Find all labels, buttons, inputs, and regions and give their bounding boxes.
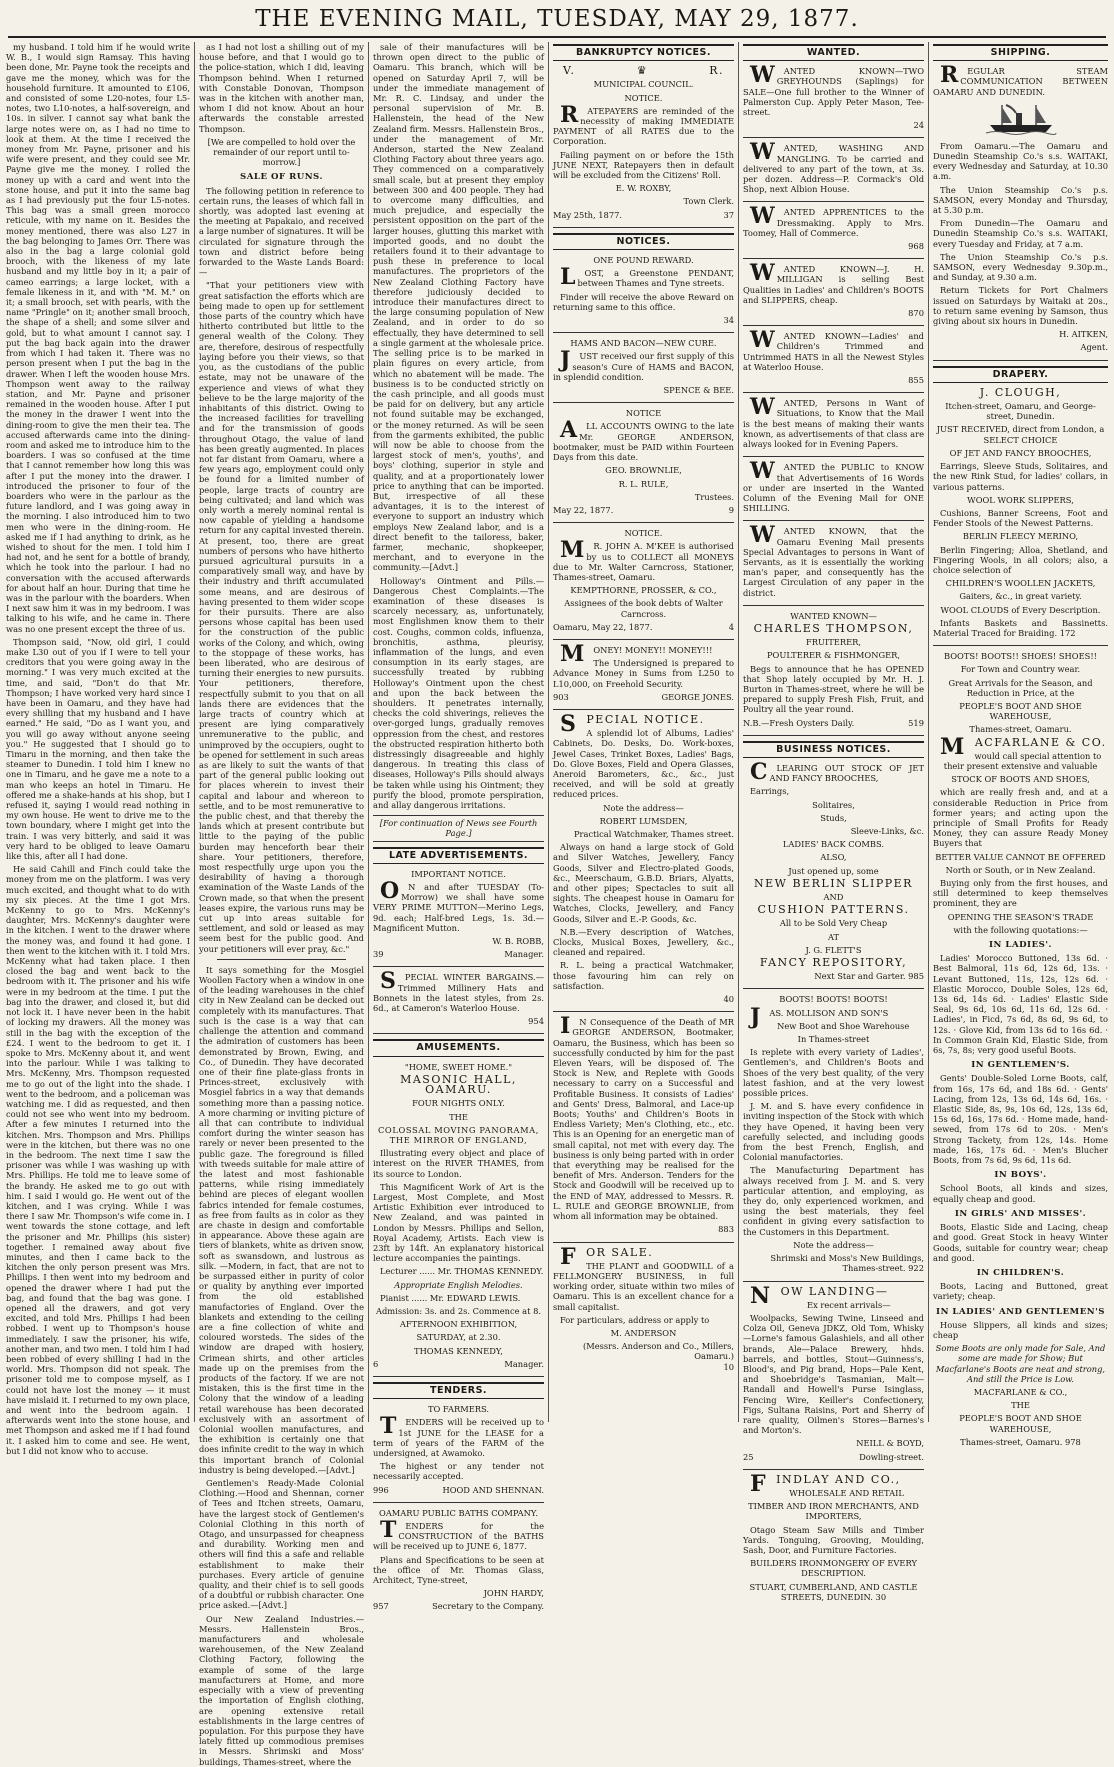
advert-item: Studs, <box>820 812 847 823</box>
editor-note: [We are compelled to hold over the remainder of our report until to-morrow.] <box>207 136 356 168</box>
advert-signature: THOMAS KENNEDY, <box>414 1345 503 1356</box>
advert-signature: JOHN HARDY, <box>483 1588 544 1599</box>
advert-role: Practical Watchmaker, Thames street. <box>573 828 734 839</box>
news-paragraph: The following petition in reference to certain runs, the leases of which fall in shortly, was adopted last evening at the meeting at Papakaio, and received a large number of signatures. It will be circulated for signature through the town and district before being forwarded to the Waste Lands Board:— <box>199 185 364 278</box>
report-paragraph: as I had not lost a shilling out of my house before, and that I would go to the police-station, which I did, leaving Thompson behind. When I returned with Constable Donovan, Thompson was in the kitchen with another man, whom I did not know. About an hour afterwards the constable arrested Thompson. <box>199 42 364 134</box>
advert-number: 957 <box>373 1601 389 1612</box>
price-list: House Slippers, all kinds and sizes; cheap <box>933 1319 1108 1340</box>
lumsden-advert <box>553 710 734 1012</box>
accounts-notice <box>553 408 734 523</box>
trader-name: MACFARLANE & CO. <box>940 733 1107 760</box>
matinee: AFTERNOON EXHIBITION, <box>399 1319 518 1330</box>
advert-text: WHOLESALE AND RETAIL <box>789 1487 904 1498</box>
price-section-heading: IN LADIES' AND GENTLEMEN'S <box>936 1306 1105 1317</box>
advert-signature: M. ANDERSON <box>610 1327 677 1338</box>
advert-date: May 22, 1877. <box>553 504 614 515</box>
shop-address: Next Star and Garter. <box>814 971 906 982</box>
advert-title: CUSHION PATTERNS. <box>757 903 910 917</box>
sailing-schedule: Return Tickets for Port Chalmers issued on Saturdays by Waitaki at 20s., to return same evening by Samson, thus giving about six hours in Dunedin. <box>933 285 1108 327</box>
advert-title: BUILDERS IRONMONGERY OF EVERY DESCRIPTION. <box>750 1558 917 1579</box>
advert-number: 855 <box>908 375 924 386</box>
advert-verse: Some Boots are only made for Sale, And some are made for Show; But Macfarlane's Boots are neat and strong, And still the Price is Low. <box>935 1343 1106 1384</box>
advert-body: SPECIAL WINTER BARGAINS.— Trimmed Millinery Hats and Bonnets in the latest styles, from 2s. 6d., at Cameron's Waterloo House. <box>373 968 544 1014</box>
advert-text: Ex recent arrivals— <box>807 1299 891 1310</box>
advert-title: MUNICIPAL COUNCIL. <box>593 79 694 90</box>
advert-body: TENDERS will be received up to 1st JUNE for the LEASE for a term of years of the FARM of the undersigned, at Awamoko. <box>373 1413 544 1458</box>
advert-text: Gaiters, &c., in great variety. <box>959 591 1082 602</box>
advert-title: CLEARING OUT STOCK OF JET AND FANCY BROOCHES, <box>750 758 924 785</box>
advert-body: J. M. and S. have every confidence in inviting inspection of the Stock with which they have Opened, it having been very carefully selected, and including goods from the best French, English, and Colonial manufactories. <box>743 1101 924 1163</box>
drapery-heading: DRAPERY. <box>933 366 1108 383</box>
advert-role: Town Clerk. <box>683 196 734 207</box>
winter-bargains-advert <box>373 968 544 1034</box>
run-length: FOUR NIGHTS ONLY. <box>412 1098 505 1109</box>
advert-title: HAMS AND BACON—NEW CURE. <box>570 338 717 349</box>
shop-name: PEOPLE'S BOOT AND SHOE WAREHOUSE, <box>959 1413 1082 1434</box>
price-section-heading: IN GIRLS' AND MISSES'. <box>954 1208 1087 1219</box>
shop-name: New Boot and Shoe Warehouse <box>777 1020 910 1031</box>
advert-number: 172 <box>1059 627 1076 638</box>
advert-signature: ROBERT LUMSDEN, <box>599 815 688 826</box>
advert-number: 954 <box>528 1016 544 1027</box>
advert-number: 985 <box>908 971 924 982</box>
advert-text: N.B.—Fresh Oysters Daily. <box>743 717 855 728</box>
advert-title: IMPORTANT NOTICE. <box>411 868 506 879</box>
advert-title: NOTICE. <box>624 528 663 539</box>
baths-tender <box>373 1508 544 1619</box>
advert-body: TENDERS for the CONSTRUCTION of the BATHS will be received up to JUNE 6, 1877. <box>373 1517 544 1552</box>
business-notices-heading: BUSINESS NOTICES. <box>743 741 924 758</box>
pianist: Pianist ...... Mr. EDWARD LEWIS. <box>380 1292 521 1303</box>
advert-body: LOST, a Greenstone PENDANT, between Thames and Tyne streets. <box>560 264 734 291</box>
clough-advert <box>933 385 1108 646</box>
wanted-advert <box>743 260 924 326</box>
news-paragraph: Gentlemen's Ready-Made Colonial Clothing.—Hood and Shennan, corner of Tees and Itchen streets, Oamaru, have the largest stock of Gentlemen's Colonial Clothing in this north of Otago, and unsurpassed for cheapness and durability. Working men and others will find this a safe and reliable establishment to make their purchases. Every article of genuine quality, and their chief is to sell goods of a doubtful or rubbish character. One price asked.—[Advt.] <box>199 1478 364 1611</box>
advert-body: R. L. being a practical Watchmaker, those favouring him can rely on satisfaction. <box>553 960 734 991</box>
advert-text: For Town and Country wear. <box>960 664 1081 675</box>
advert-text: THE <box>1011 1400 1030 1411</box>
shop-address: Dowling-street. <box>859 1451 924 1462</box>
trader-name: CHARLES THOMPSON, <box>753 621 914 635</box>
advert-number: 968 <box>908 241 924 252</box>
advert-text: ALSO, <box>820 852 847 863</box>
advert-number: 922 <box>908 1263 924 1274</box>
advert-body: The highest or any tender not necessarily accepted. <box>373 1461 544 1482</box>
advert-date: Oamaru, May 22, 1877. <box>553 621 653 632</box>
show-title: COLOSSAL MOVING PANORAMA, THE MIRROR OF ENGLAND, <box>377 1124 539 1145</box>
advert-body: MR. JOHN A. M'KEE is authorised by us to COLLECT all MONEYS due to Mr. Walter Carncross, Stationer, Thames-street, Oamaru. <box>553 537 734 582</box>
wanted-advert <box>743 458 924 521</box>
advert-number: 10 <box>723 1361 734 1372</box>
advert-body: Berlin Fingering; Alloa, Shetland, and Fingering Wools, in all colors; also, a choice selection of <box>933 544 1108 575</box>
advert-text: would call special attention to their present extensive and valuable <box>943 750 1102 771</box>
advert-title: REGULAR STEAM COMMUNICATION BETWEEN OAMARU AND DUNEDIN. <box>933 62 1108 97</box>
bankruptcy-heading: BANKRUPTCY NOTICES. <box>553 44 734 61</box>
advert-item: LADIES' BACK COMBS. <box>782 839 885 850</box>
news-paragraph: sale of their manufactures will be thrown open direct to the public of Oamaru. This branch, which will be opened on Saturday April 7, will be under the immediate management of Mr. R. C. Lindsay, and under the personal supervision of Mr. B. Hallenstein, the head of the New Zealand firm. Messrs. Hallenstein Bros., under the management of Mr. Anderson, started the New Zealand Clothing Factory about three years ago. They commenced on a comparatively small scale, but at present they employ between 300 and 400 people. They had to overcome many difficulties, and much prejudice, and especially the persistent opposition on the part of the larger houses, glutting this market with imported goods, and no doubt the retailers found it to their advantage to push these in preference to local manufactures. The proprietors of the New Zealand Clothing Factory have therefore judiciously decided to introduce their manufactures direct to the large consuming population of New Zealand, and in order to do so effectually, they have determined to sell a single garment at the wholesale price. The selling price is to be marked in plain figures on every article, from which no abatement will be made. The business is to be conducted strictly on the cash principle, and all goods must be paid for on delivery, but any article not found suitable may be exchanged, or the money returned. As will be seen from the garments exhibited, the public will now be able to choose from the largest stock of men's, youths', and boys' clothing, superior in style and quality, and at a proportionately lower price to anything that can be imported. But, irrespective of all these advantages, it is to the interest of everyone to support an industry which employs New Zealand labor, and is a direct benefit to the tailoress, baker, farmer, mechanic, shopkeeper, merchant, and to everyone in the community.—[Advt.] <box>373 42 544 573</box>
advert-signature: W. B. ROBB, <box>492 936 544 947</box>
advert-title: ONE POUND REWARD. <box>593 255 694 266</box>
advert-number: 37 <box>723 209 734 220</box>
advert-body: WANTED, Persons in Want of Situations, to Know that the Mail is the best means of making their wants known, as advertisements of that class are always looked for in Evening Papers. <box>743 394 924 450</box>
advert-number: 40 <box>723 994 734 1005</box>
advert-signature: E. W. ROXBY, <box>615 183 672 194</box>
advert-title: FOR SALE. <box>560 1243 654 1270</box>
advert-number: 9 <box>728 504 734 515</box>
advert-body: WANTED KNOWN, that the Oamaru Evening Mail presents Special Advantages to persons in Want of Servants, as it is essentially the working man's paper, and consequently has the Largest Circulation of any paper in the district. <box>743 522 924 598</box>
crown-emblem: ♛ <box>636 64 649 78</box>
sale-of-runs-heading: SALE OF RUNS. <box>240 172 323 183</box>
late-advertisements-heading: LATE ADVERTISEMENTS. <box>373 847 544 864</box>
macfarlane-advert <box>933 651 1108 1454</box>
advert-item: Sleeve-Links, &c. <box>850 825 924 836</box>
royal-cipher-v: V. <box>563 64 576 78</box>
flett-advert <box>743 758 924 989</box>
advert-title: CHILDREN'S WOOLLEN JACKETS, <box>945 578 1096 589</box>
advert-body: A splendid lot of Albums, Ladies' Cabinets, Do. Desks, Do. Work-boxes, Jewel Cases, Trinket Boxes, Ladies' Bags, Do. Glove Boxes, Field and Opera Glasses, Aneroid Barometers, &c., &c., just received, and will be sold at greatly reduced prices. <box>553 728 734 800</box>
steamship-advert <box>933 62 1108 360</box>
advert-body: For particulars, address or apply to <box>560 1314 710 1325</box>
advert-title: NEW BERLIN SLIPPER <box>754 876 913 890</box>
divider <box>217 959 346 960</box>
thompson-advert <box>743 611 924 736</box>
trade: FRUITERER, <box>805 637 862 648</box>
advert-title: OAMARU PUBLIC BATHS COMPANY. <box>379 1507 538 1518</box>
column-3-adverts <box>368 42 548 1612</box>
shop-address: Itchen-street, Oamaru, and George-street, Dunedin. <box>945 401 1096 422</box>
advert-text: North or South, or in New Zealand. <box>945 864 1096 875</box>
advert-number: 6 <box>373 1358 379 1369</box>
advert-signature: MACFARLANE & CO., <box>973 1386 1068 1397</box>
advert-body: IN Consequence of the Death of MR GEORGE ANDERSON, Bootmaker, Oamaru, the Business, which has been so successfully conducted by him for the past Eleven Years, will be disposed of. The Stock is New, and Replete with Goods necessary to carry on a Successful and Profitable Business. It consists of Ladies' and Gents' Dress, Balmoral, and Lace-up Boots; Youths' and Children's Boots in Endless Variety; Men's Clothing, etc., etc. This is an Opening for an energetic man of small capital, not met with every day. The business is only being parted with in order that everything may be realised for the benefit of Mrs. Anderson. Tenders for the Stock and Goodwill will be received up to the END of MAY, addressed to Messrs. R. L. RULE and GEORGE BROWNLIE, from whom all information may be obtained. <box>553 1013 734 1222</box>
advert-number: 25 <box>743 1451 754 1462</box>
advert-body: Is replete with every variety of Ladies', Gentlemen's, and Children's Boots and Shoes of the very best quality, of the very latest fashion, and at the very lowest possible prices. <box>743 1047 924 1099</box>
shop-name: PEOPLE'S BOOT AND SHOE WAREHOUSE, <box>959 700 1082 722</box>
wanted-advert <box>743 203 924 259</box>
advert-body: Earrings, Sleeve Studs, Solitaires, and the new Rink Stud, for ladies' collars, in various patterns. <box>933 461 1108 492</box>
advert-text: Great Arrivals for the Season, and Reduction in Price, at the <box>948 677 1093 698</box>
news-paragraph: It says something for the Mosgiel Woollen Factory when a window in one of the leading warehouses in the chief city in New Zealand can be decked out completely with its manufactures. That such is the case is a way that can challenge the attention and command the admiration of customers has been demonstrated by Brown, Ewing, and Co., of Dunedin. They have decorated one of their fine plate-glass fronts in Princes-street, exclusively with Mosgiel fabrics in a way that demands something more than a passing notice. A more charming or inviting picture of all that can contribute to individual comfort during the winter season has rarely or never been presented to the public gaze. The foreground is filled with tweeds suitable for male attire of the latest and most fashionable patterns, while rising immediately behind are pieces of elegant woollen fabrics intended for female costumes, as free from faults as in color as they are chaste in design and comfortable in appearance. Above these again are tiers of blankets, white as driven snow, soft as swansdown, and lustrous as silk. —Modern, in fact, that are not to be surpassed either in purity of color or quality by anything ever imported from the old established manufactories of England. Over the blankets and extending to the ceiling are a fine collection of white and coloured worsteds. The sides of the window are draped with hosiery, Crimean shirts, and other articles made up on the premises from the products of the factory. If we are not mistaken, this is the first time in the Colony that the window of a leading retail warehouse has been decorated exclusively with an assortment of Colonial woollen manufactures, and the exhibition is certainly one that does infinite credit to the way in which this important branch of Colonial industry is being developed.—[Advt.] <box>199 964 364 1475</box>
shop-address: Shrimski and Moss's New Buildings, Thames-street. <box>770 1253 924 1274</box>
advert-signature: H. AITKEN, <box>1059 329 1108 340</box>
reward-notice <box>553 255 734 333</box>
sailing-schedule: From Oamaru.—The Oamaru and Dunedin Steamship Co.'s s.s. WAITAKI, every Wednesday and Saturday, at 10.30 a.m. <box>933 140 1108 182</box>
shipping-heading: SHIPPING. <box>933 44 1108 61</box>
advert-body: N.B.—Every description of Watches, Clocks, Musical Boxes, Jewellery, &c., cleaned and repaired. <box>553 926 734 958</box>
advert-body: Infants Baskets and Bassinetts. Material Traced for Braiding. <box>933 617 1108 638</box>
report-paragraph: Thompson said, "Now, old girl, I could make L30 out of you if I were to tell your creditors that you were going away in the morning." I was very much excited at the time, and said, "Don't do that Mr. Thompson; I have worked very hard since I have been in Oamaru, and they have had every shilling that my husband and I have earned." He said, "Do as I want you, and you will go away without anyone seeing you." He suggested that I should go to Timaru in the morning, and then take the steamer to Dunedin. I told him I knew no one in Timaru, and he gave me a note to a man who keeps an hotel in Timaru. He offered me a shake-hands at his shop, but I refused it, saying I would read nothing in my own house. He went to drive me to the town boundary, where I might get into the train. I was very bitterly, and said it was very hard to be obliged to leave Oamaru like this, after all I had done. <box>6 636 190 862</box>
advert-signature: J. G. FLETT'S <box>805 944 862 955</box>
advert-number: 903 <box>553 691 569 702</box>
advert-body: Buying only from the first houses, and still determined to keep themselves prominent, they are <box>933 878 1108 909</box>
collection-notice <box>553 528 734 640</box>
wanted-advert <box>743 522 924 605</box>
advert-body: WANTED APPRENTICES to the Dressmaking. Apply to Mrs. Toomey, Hall of Commerce. <box>743 203 924 238</box>
continuation-note: [For continuation of News see Fourth Page.] <box>373 815 544 841</box>
advert-role: Assignees of the book debts of Walter Carncross. <box>564 598 723 619</box>
price-list: School Boots, all kinds and sizes, equally cheap and good. <box>933 1183 1108 1204</box>
report-paragraph: my husband. I told him if he would write W. B., I would sign Ramsay. This having been done, Mr. Payne took the receipts and gave me the money, which was for the household furniture. It amounted to £106, and consisted of some L20-notes, four L5-notes, two L10-notes, a half-sovereign, and 10s. in silver. I cannot say what bank the large notes were on, as I had no time to look at them. At the time I received the money from Mr. Payne, prisoner and his wife were present, and they could see Mr. Payne give me the money. I rolled the money up with a card and went into the stone house, and put it into the same bag as I had previously put the four L5-notes. This bag was a small green morocco reticule, with my name on it. Besides the money mentioned, there was also L27 in the bag belonging to James Orr. There was also in the bag a large colonial gold brooch, with the likeness of my late husband and my little boy in it; a pair of cameo earrings; a large locket, with a female likeness in it, and with "M. M." on it; a small brooch, set with pearls, with the name "Pringle" on it; another small brooch, the shape of a shell; and some silver and gold, but to what amount I cannot say. I put the bag back again into the drawer from which I had taken it. There was no person present when I put the bag in the drawer. When I left the wooden house Mrs. Thompson went away to the railway station, and Mr. Payne and prisoner remained in the wooden house. After I put the money in the drawer I went into the dining-room to give the men their tea. The accused afterwards came into the dining-room and asked me to introduce him to the boarders. I was so confused at the time that I cannot remember how long this was after I put the money into the drawer. I introduced the prisoner to four of the boarders who were in the parlour as the future landlord, and I was going away in the morning. I also introduced him to two men who were in the dining-room. He asked me if I had anything to drink, as he wished to shout for the men. I told him I had not, and he sent for a bottle of brandy, which he took into the parlour. I had no conversation with the accused afterwards for about half an hour. During that time he was in the parlour with the boarders. When I next saw him it was in my bedroom. I was talking to his wife, and he came in. There was no one present except the three of us. <box>6 42 190 634</box>
advert-body: Plans and Specifications to be seen at the office of Mr. Thomas Glass, Architect, Tyne-street, <box>373 1554 544 1586</box>
advert-text: Note the address— <box>793 1239 874 1250</box>
advert-number: 978 <box>1064 1436 1081 1447</box>
advert-title: BOOTS! BOOTS!! SHOES! SHOES!! <box>944 651 1097 662</box>
hams-advert <box>553 338 734 403</box>
sailing-schedule: From Dunedin—The Oamaru and Dunedin Steamship Co.'s s.s. WAITAKI, every Tuesday and Friday, at 7 a.m. <box>933 218 1108 249</box>
column-4-notices <box>548 42 738 1422</box>
advert-body: The Undersigned is prepared to Advance Money in Sums from L250 to L10,000, on Freehold Security. <box>553 658 734 689</box>
advert-number: 24 <box>913 120 924 131</box>
masthead: THE EVENING MAIL, TUESDAY, MAY 29, 1877. <box>8 4 1106 38</box>
anderson-business-advert <box>553 1013 734 1242</box>
advert-signature: NEILL & BOYD, <box>856 1438 924 1449</box>
advert-role: Manager. <box>504 949 544 960</box>
venue-name: MASONIC HALL, OAMARU. <box>400 1072 517 1097</box>
report-paragraph: He said Cahill and Finch could take the money from me on the platform. I was very much excited, and thought what to do with my six pieces. At the time I got Mrs. McKenny to go to Mrs. McKenny's daughter, Mrs. McKenny's daughter were in the kitchen. I went to the drawer where the money was, and found it had gone. I then went to the kitchen with it. I told Mrs. McKenny what had taken place. I then closed the bag and went back to the bedroom with it. The prisoner and his wife were in my bedroom at the time. I put the bag into the drawer, and closed it, but did not lock it. I have never been in the habit of locking my drawers. All the money was still in the bag with the exception of the £24. I went to the bedroom to get it. I spoke to Mrs. McKenny about it, and went into the parlour. While I was talking to Mrs. McKenny, Mrs. Thompson requested me to go out of the light into the shade. I went to the bedroom, and a policeman was watching me. I did as requested, and then could not see who went into my bedroom. After a few minutes I returned into the kitchen. Mrs. Thompson and Mrs. Phillips were in the kitchen, but there was no one in the bedroom. The next time I saw the prisoner was while I was washing up with Mrs. Phillips. He told me to leave some of the brandy. He asked me to go out with him. I said I would go. He went out of the kitchen, and I was crying. While I was there I saw Mr. Thompson's wife come in. I went towards the stone cottage, and left the prisoner and Mr. Phillips (his sister) together. I remained away about five minutes, and then I came back to the kitchen the only person present was Mrs. Phillips. I then went into my bedroom and opened the drawer where I had put the bag, and found that the bag was gone. I opened all the drawers, and got very excited, and told Mrs. Phillips I had been robbed. I went up to Thompson's house immediately. I saw the prisoner, his wife, another man, and two men. I told him I had been robbed of every shilling I had in the world. Mrs. Thompson did not speak. The prisoner told me to compose myself, as I could not have lost the money — it must have mislaid it. I returned to my own place, and went into the bedroom again. I afterwards went into the stone house, and met Thompson and asked me if I had found it. I asked him to come and see. He went, but I did not know who to accuse. <box>6 864 190 1456</box>
advert-role: Trustees. <box>694 491 734 502</box>
advert-body: which are really fresh and, and at a considerable Reduction in Price from former years; and acting upon the principle of Small Profits for Ready Money, they can assure Ready Money Buyers that <box>933 787 1108 849</box>
findlay-advert <box>743 1470 924 1609</box>
advert-body: ALL ACCOUNTS OWING to the late Mr. GEORGE ANDERSON, bootmaker, must be PAID within Fourteen Days from this date. <box>553 417 734 463</box>
advert-title: TO FARMERS. <box>427 1404 490 1415</box>
tenders-heading: TENDERS. <box>373 1382 544 1399</box>
advert-body: Begs to announce that he has OPENED that Shop lately occupied by Mr. H. J. Burton in Thames-street, where he will be prepared to supply Fresh Fish, Fruit, and Poultry all the year round. <box>743 663 924 715</box>
shop-name: FANCY REPOSITORY, <box>759 956 908 970</box>
advert-body: WANTED KNOWN—TWO GREYHOUNDS (Saplings) for SALE—One full brother to the Winner of Palmerston Cup. Apply Peter Mason, Tee-street. <box>743 62 924 118</box>
fellmongery-advert <box>553 1243 734 1379</box>
advert-body: Cushions, Banner Screens, Foot and Fender Stools of the Newest Patterns. <box>933 507 1108 529</box>
lecturer-note: Appropriate English Melodies. <box>394 1279 523 1290</box>
farm-tender <box>373 1404 544 1503</box>
admission: Admission: 3s. and 2s. Commence at 8. <box>376 1305 541 1316</box>
wanted-advert <box>743 139 924 202</box>
advert-title: BOOTS! BOOTS! BOOTS! <box>779 994 888 1005</box>
advert-title: STOCK OF BOOTS AND SHOES, <box>951 774 1090 785</box>
advert-item: Solitaires, <box>812 799 855 810</box>
price-list: Gents' Double-Soled Lorne Boots, calf, from 16s, 17s 6d, and 18s 6d. · Gents' Lacing, from 12s, 13s 6d, 14s 6d, 16s. · Elastic Side, 8s, 9s, 10s 6d, 12s, 13s 6d, 15s 6d, 16s, 17s 6d. · Home made, hand-sewed, from 17s 6d to 20s. · Men's Strong Tackety, from 12s, 14s. Home made, 16s, 17s 6d. · Men's Blucher Boots, from 7s 6d, 9s 6d, 11s 6d. <box>933 1073 1108 1166</box>
advert-title: BERLIN FLEECY MERINO, <box>962 531 1079 542</box>
advert-text: WOOL CLOUDS of Every Description. <box>940 604 1101 615</box>
advert-title: NOTICE <box>625 408 662 419</box>
advert-body: This Magnificent Work of Art is the Largest, Most Complete, and Most Artistic Exhibition ever introduced to New Zealand, and was painted in London by Messrs. Phillips and Sellon, Royal Academy, Artists. Each view is 23ft by 14ft. An explanatory historical lecture accompanies the paintings. <box>373 1181 544 1264</box>
mollison-advert <box>743 994 924 1281</box>
holloway-advert: Holloway's Ointment and Pills.—Dangerous Chest Complaints.—The examination of these diseases is scarcely necessary, as, unfortunately, most Englishmen know them to their cost. Coughs, common colds, influenza, bronchitis, asthma, pleurisy, inflammation of the lungs, and even consumption in its early stages, are successfully treated by rubbing Holloway's Ointment upon the chest and upon the back between the shoulders. It penetrates internally, checks the cold shiverings, relieves the over-gorged lungs, gradually removes oppression from the chest, and restores the obstructed respiration hitherto both distressingly disagreeable and highly dangerous. In treating this class of diseases, Holloway's Pills should always be taken while using his Ointment; they purify the blood, promote perspiration, and allay dangerous irritations. <box>373 575 544 811</box>
advert-title: NOW LANDING— <box>750 1282 889 1309</box>
wanted-advert <box>743 327 924 393</box>
price-list: Ladies' Morocco Buttoned, 13s 6d. · Best Balmoral, 11s 6d, 12s 6d, 13s. · Levant Buttoned, 11s, 12s, 12s 6d. · Elastic Morocco, Double Soles, 12s 6d, 13s 6d, 14s 6d. · Ladies' Elastic Side Seal, 9s 6d, 10s 6d, 11s 6d, 12s 6d. · Ladies', in Ficd, 7s 6d, 8s 6d, 9s 6d, to 12s. · Glove Kid, from 13s 6d to 16s 6d. · In Common Grain Kid, Elastic Side, from 6s, 7s, 8s; very good useful Boots. <box>933 953 1108 1056</box>
advert-number: 34 <box>723 315 734 326</box>
news-paragraph: "That your petitioners view with great satisfaction the efforts which are being made to open up for settlement those parts of the country which have hitherto contributed but little to the general wealth of the Colony. They are, therefore, desirous of respectfully laying before you their views, so that you, as the custodians of the public estate, may not be unaware of the experience and views of what they believe to be the large majority of the inhabitants of this district. Owing to the increased facilities for travelling and for the transmission of goods throughout Otago, the value of land has been greatly augmented. In places not far distant from Oamaru, where a few years ago, employment could only be found for a limited number of people, large tracts of country are being cultivated; and land which was only worth a merely nominal rental is now capable of yielding a handsome return for any capital invested therein. At present, too, there are great numbers of persons who have hitherto pursued agricultural pursuits in a comparatively small way, and have by their industry and thrift accumulated some means, and are desirous of having presented to them wider scope for their pursuits. There are also persons whose capital has been used for the construction of the public works of the Colony, and which, owing to the stoppage of these works, has been liberated, who are desirous of turning their energies to new pursuits. Your petitioners, therefore, respectfully submit to you that on all lands there are evidences that the large tracts of country which at present are lying comparatively unremunerative to the public, and unimproved by the occupiers, ought to be opened for settlement in such areas as are likely to suit the wants of that part of the general public looking out for places wherein to invest their capital and labour and whereon to settle, and to be most remunerative to the public chest, and that thereby the lands which at present contribute but little to the paying of the public burden may henceforth bear their share. Your petitioners, therefore, most respectfully urge upon you the desirability of having a thorough examination of the Waste Lands of the Crown made, so that when the present leases expire, the various runs may be cut up into areas suitable for settlement, and sold or leased as may seem best for the public good. And your petitioners will ever pray, &c." <box>199 280 364 954</box>
municipal-notice <box>553 66 734 228</box>
matinee-time: SATURDAY, at 2.30. <box>416 1332 501 1343</box>
column-2-news <box>194 42 368 1767</box>
advert-body: WANTED the PUBLIC to KNOW that Advertisements of 16 Words or under are inserted in the Wanted Column of the Evening Mail for ONE SHILLING. <box>743 458 924 514</box>
advert-text: AT <box>827 931 840 942</box>
robb-advert <box>373 869 544 968</box>
wanted-heading: WANTED. <box>743 44 924 61</box>
trader-name: FINDLAY AND CO., <box>750 1470 901 1497</box>
advert-signature: SPENCE & BEE. <box>663 385 734 396</box>
advert-signature: GEO. BROWNLIE, <box>605 465 682 476</box>
sailing-schedule: The Union Steamship Co.'s p.s. SAMSON, every Monday and Thursday, at 5.30 p.m. <box>933 184 1108 216</box>
advert-body: RATEPAYERS are reminded of the necessity of making IMMEDIATE PAYMENT of all RATES due to the Corporation. <box>553 101 734 147</box>
panorama-advert <box>373 1062 544 1377</box>
advert-number: 883 <box>718 1224 734 1235</box>
advert-body: Illustrating every object and place of interest on the RIVER THAMES, from its source to London. <box>373 1148 544 1179</box>
advert-title: TIMBER AND IRON MERCHANTS, AND IMPORTERS, <box>748 1501 919 1522</box>
advert-body: Woolpacks, Sewing Twine, Linseed and Colza Oil, Geneva JDKZ, Old Tom, Whisky—Lorne's famous Galashiels, and all other brands, Ale—Palace Brewery, hhds. barrels, and bottles, Stout—Guinness's, Blood's, and Pig brand, Hops—Pale Kent, and Shoebridge's Tasmanian, Malt—Randall and Howell's Purse Isinglass, Fencing Wire, Keiller's Confectionery, Figs, Sultana Raisins, Port and Sherry of rare quality, Oilmen's Stores—Barnes's and Morton's. <box>743 1312 924 1436</box>
advert-text: All to be Sold Very Cheap <box>779 918 888 929</box>
advert-number: 39 <box>373 949 384 960</box>
column-6-shipping-drapery <box>928 42 1112 1447</box>
price-section-heading: IN CHILDREN'S. <box>976 1267 1065 1278</box>
advert-title: WOOL WORK SLIPPERS, <box>967 494 1074 505</box>
advert-role: Secretary to the Company. <box>432 1601 544 1612</box>
advert-body: Always on hand a large stock of Gold and Silver Watches, Jewellery, Fancy Goods, Silver and Electro-plated Goods, &c., Meerschaum, G.B.D. Briars, Alyatts, and other pipes; Spectacles to suit all sights. The cheapest house in Oamaru for Watches, Clocks, Jewellery, and Fancy Goods, Silver and E.-P. Goods, &c. <box>553 842 734 924</box>
advert-title: MONEY! MONEY!! MONEY!!! <box>560 640 713 667</box>
column-5-wanted <box>738 42 928 1602</box>
advert-body: WANTED, WASHING AND MANGLING. To be carried and delivered to any part of the town, at 3s. per dozen. Address—P. Cormack's Old Shop, next Albion House. <box>743 139 924 195</box>
advert-number: 30 <box>875 1591 887 1602</box>
neill-boyd-advert <box>743 1282 924 1470</box>
wanted-advert <box>743 62 924 138</box>
price-section-heading: IN LADIES'. <box>989 940 1052 951</box>
shop-address: STUART, CUMBERLAND, AND CASTLE STREETS, DUNEDIN. <box>749 1581 918 1602</box>
advert-text: with the following quotations:— <box>953 924 1088 935</box>
advert-signature: KEMPTHORNE, PROSSER, & CO., <box>570 585 717 596</box>
advert-title: NOTICE. <box>624 92 663 103</box>
advert-title: SPECIAL NOTICE. <box>560 710 705 737</box>
royal-cipher-r: R. <box>709 64 724 78</box>
advert-body: Otago Steam Saw Mills and Timber Yards. Tonguing, Grooving, Moulding, Sash, Door, and Furniture Factories. <box>743 1524 924 1555</box>
shop-address: In Thames-street <box>797 1034 870 1045</box>
advert-number: 870 <box>908 308 924 319</box>
advert-body: Failing payment on or before the 15th JUNE NEXT, Ratepayers then in default will be excluded from the Citizens' Roll. <box>553 149 734 181</box>
price-list: Boots, Lacing and Buttoned, great variety; cheap. <box>933 1281 1108 1302</box>
advert-text: JUST RECEIVED, direct from London, a SELECT CHOICE <box>936 424 1105 445</box>
advert-date: May 25th, 1877. <box>553 209 623 220</box>
advert-title: BETTER VALUE CANNOT BE OFFERED <box>935 851 1106 862</box>
column-1-court-report <box>2 42 194 1456</box>
shop-address: Thames-street, Oamaru. <box>969 724 1072 735</box>
trader-name: J. CLOUGH, <box>979 385 1062 399</box>
advert-number: 519 <box>908 717 924 728</box>
advert-signature: R. L. RULE, <box>618 478 669 489</box>
shop-address: Thames-street, Oamaru. <box>960 1436 1063 1447</box>
advert-title: WANTED KNOWN— <box>790 610 877 621</box>
trade: POULTERER & FISHMONGER, <box>766 650 901 661</box>
news-paragraph: Our New Zealand Industries.—Messrs. Hallenstein Bros., manufacturers and wholesale warehousemen, of the New Zealand Clothing Factory, following the example of some of the large manufacturers at Home, and more especially with a view of preventing the importation of English clothing, are opening extensive retail establishments in the large centres of population. For this purpose they have lately fitted up commodious premises in Messrs. Shrimski and Moss' buildings, Thames-street, where the <box>199 1613 364 1767</box>
advert-title: "HOME, SWEET HOME." <box>404 1061 513 1072</box>
advert-text: THE <box>449 1111 468 1122</box>
trader-name: JAS. MOLLISON AND SON'S <box>750 1003 889 1030</box>
advert-title: OPENING THE SEASON'S TRADE <box>947 911 1094 922</box>
advert-role: Agent. <box>1080 342 1108 353</box>
advert-body: JUST received our first supply of this season's Cure of HAMS and BACON, in splendid condition. <box>553 347 734 382</box>
advert-number: 996 <box>373 1484 389 1495</box>
advert-item: Earrings, <box>750 786 790 797</box>
advert-body: WANTED KNOWN—J. H. MILLIGAN is selling Best Qualities in Ladies' and Children's BOOTS and SLIPPERS, cheap. <box>743 260 924 305</box>
advert-firm: (Messrs. Anderson and Co., Millers, Oamaru.) <box>583 1341 734 1362</box>
advert-text: Note the address— <box>603 802 684 813</box>
advert-title: OF JET AND FANCY BROOCHES, <box>949 447 1092 458</box>
advert-role: Manager. <box>504 1358 544 1369</box>
price-section-heading: IN BOYS'. <box>994 1170 1047 1181</box>
money-advert <box>553 640 734 710</box>
price-section-heading: IN GENTLEMEN'S. <box>971 1060 1070 1071</box>
price-list: Boots, Elastic Side and Lacing, cheap and good. Great Stock in heavy Winter Goods, suitable for country wear; cheap and good. <box>933 1222 1108 1263</box>
lecturer: Lecturer ...... Mr. THOMAS KENNEDY. <box>380 1266 544 1277</box>
wanted-advert <box>743 394 924 457</box>
notices-heading: NOTICES. <box>553 233 734 250</box>
advert-body: WANTED KNOWN—Ladies' and Children's Trimmed and Untrimmed HATS in all the Newest Styles at Waterloo House. <box>743 327 924 372</box>
advert-body: THE PLANT and GOODWILL of a FELLMONGERY BUSINESS, in full working order, situate within two miles of Oamaru. This is an excellent chance for a small capitalist. <box>553 1260 734 1312</box>
amusements-heading: AMUSEMENTS. <box>373 1039 544 1056</box>
advert-signature: GEORGE JONES. <box>661 691 734 702</box>
advert-body: Finder will receive the above Reward on returning same to this office. <box>553 291 734 312</box>
advert-text: Just opened up, some <box>788 865 879 876</box>
sailing-schedule: The Union Steamship Co.'s p.s. SAMSON, every Wednesday 9.30p.m., and Sunday, at 9.30 a.m. <box>933 251 1108 283</box>
advert-signature: HOOD AND SHENNAN. <box>442 1484 544 1495</box>
advert-body: ON and after TUESDAY (To-Morrow) we shall have some VERY PRIME MUTTON—Merino Legs, 9d. each; Half-bred Legs, 1s. 3d.—Magnificent Mutton. <box>373 878 544 933</box>
advert-number: 4 <box>728 621 734 632</box>
advert-body: The Manufacturing Department has always received from J. M. and S. very particular attention, and employing, as they do, only experienced workmen, and using the best materials, they feel confident in giving every satisfaction to the Customers in this Department. <box>743 1165 924 1237</box>
steamship-icon <box>986 101 1056 135</box>
advert-text: AND <box>823 892 844 902</box>
